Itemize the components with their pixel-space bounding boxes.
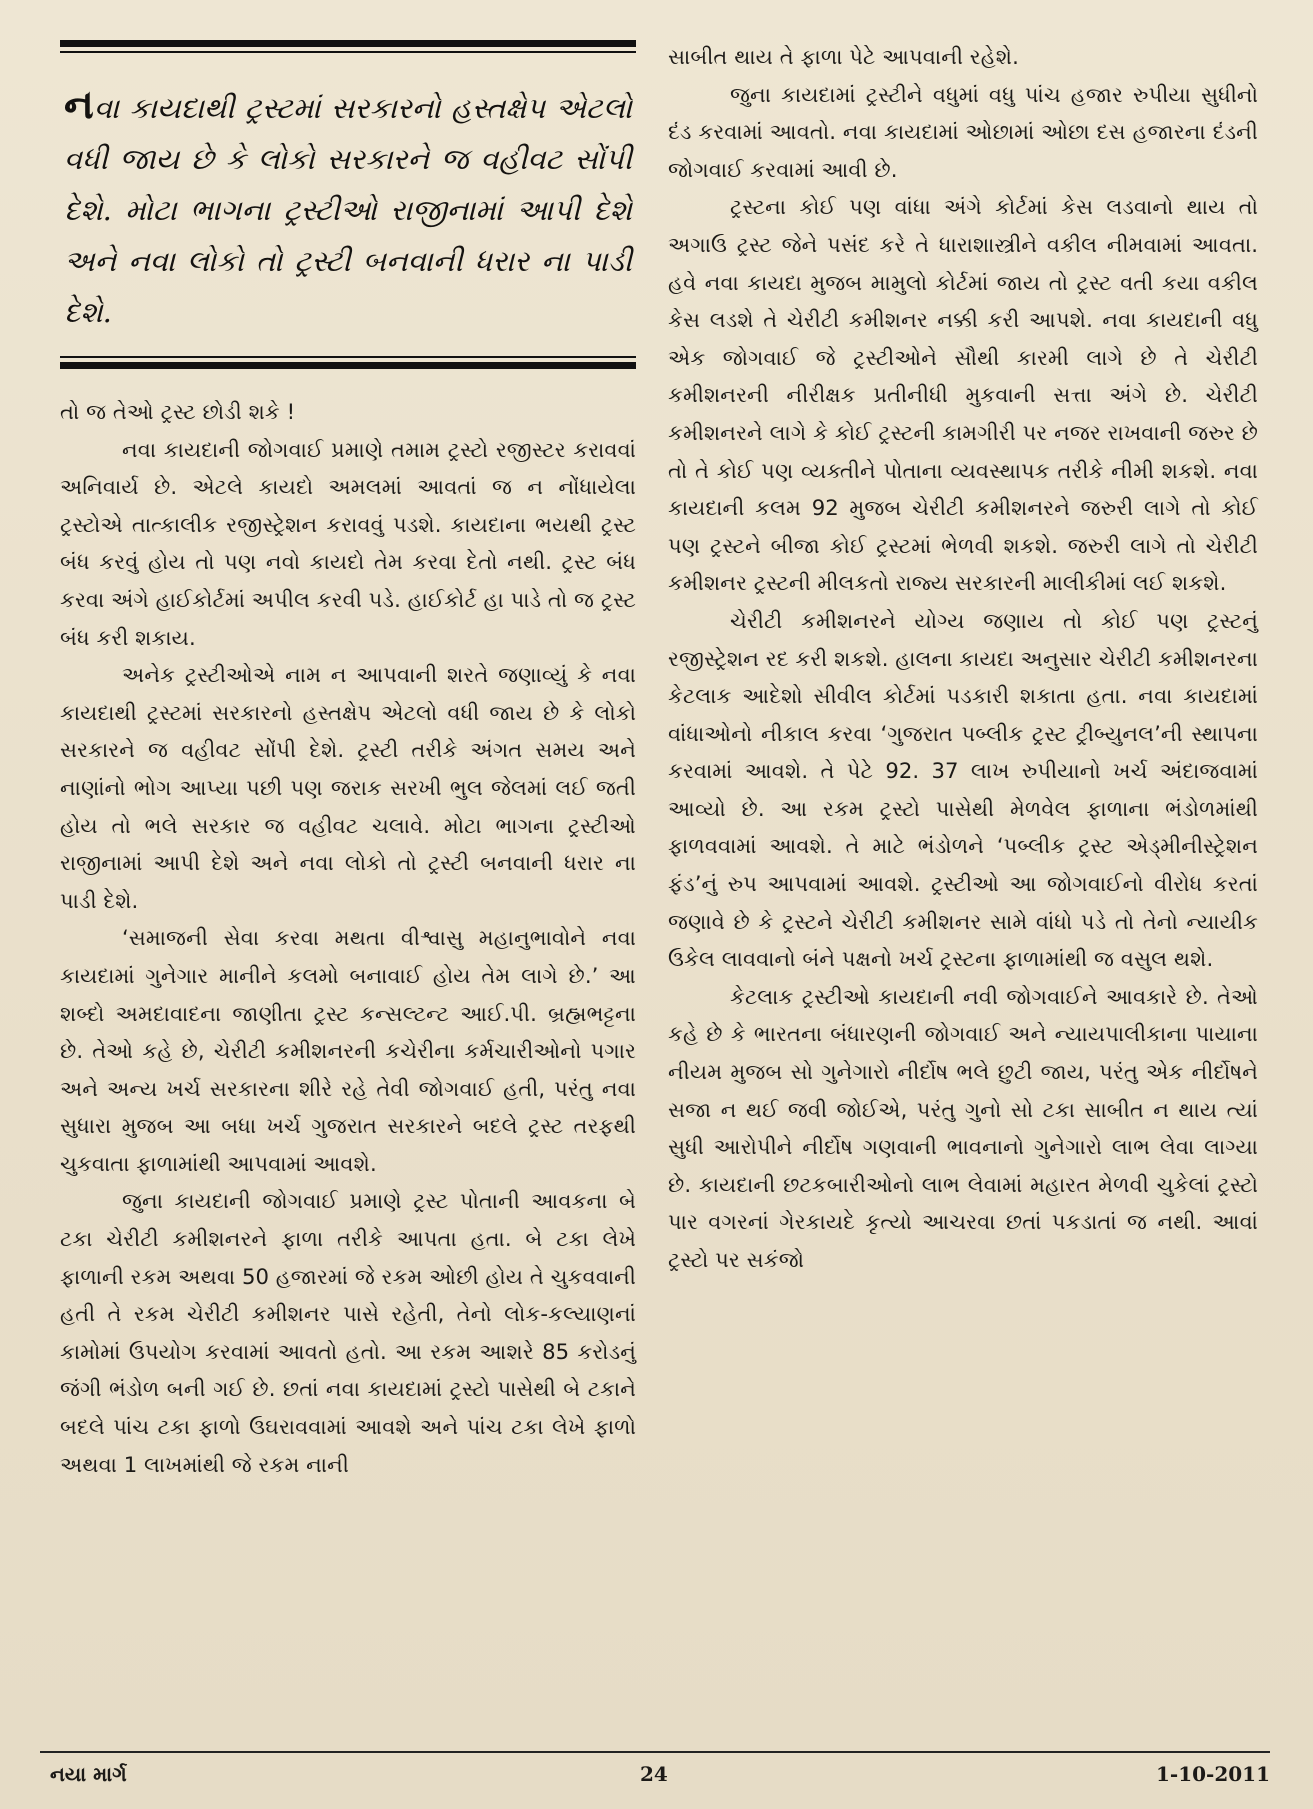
issue-date: 1-10-2011: [1155, 1762, 1270, 1786]
paragraph: જુના કાયદાની જોગવાઈ પ્રમાણે ટ્રસ્ટ પોતાની આવકના બે ટકા ચેરીટી કમીશનરને ફાળા તરીકે આપતા હતા. બે ટકા લેખે ફાળાની રકમ અથવા 50 હજારમાં જે રકમ ઓછી હોય તે ચુકવવાની હતી તે રકમ ચેરીટી કમીશનર પાસે રહેતી, તેનો લોક-કલ્યાણનાં કામોમાં ઉપયોગ કરવામાં આવતો હતો. આ રકમ આશરે 85 કરોડનું જંગી ભંડોળ બની ગઈ છે. છતાં નવા કાયદામાં ટ્રસ્ટો પાસેથી બે ટકાને બદલે પાંચ ટકા ફાળો ઉઘરાવવામાં આવશે અને પાંચ ટકા લેખે ફાળો અથવા 1 લાખમાંથી જે રકમ નાની: [60, 1188, 636, 1477]
paragraph: ટ્રસ્ટના કોઈ પણ વાંધા અંગે કોર્ટમાં કેસ લડવાનો થાય તો અગાઉ ટ્રસ્ટ જેને પસંદ કરે તે ધારાશાસ્ત્રીને વકીલ નીમવામાં આવતા. હવે નવા કાયદા મુજબ મામુલો કોર્ટમાં જાય તો ટ્રસ્ટ વતી કયા વકીલ કેસ લડશે તે ચેરીટી કમીશનર નક્કી કરી આપશે. નવા કાયદાની વધુ એક જોગવાઈ જે ટ્રસ્ટીઓને સૌથી કારમી લાગે છે તે ચેરીટી કમીશનરની નીરીક્ષક પ્રતીનીધી મુકવાની સત્તા અંગે છે. ચેરીટી કમીશનરને લાગે કે કોઈ ટ્રસ્ટની કામગીરી પર નજર રાખવાની જરુર છે તો તે કોઈ પણ વ્યક્તીને પોતાના વ્યવસ્થાપક તરીકે નીમી શકશે. નવા કાયદાની કલમ 92 મુજબ ચેરીટી કમીશનરને જરુરી લાગે તો કોઈ પણ ટ્રસ્ટને બીજા કોઈ ટ્રસ્ટમાં ભેળવી શકશે. જરુરી લાગે તો ચેરીટી કમીશનર ટ્રસ્ટની મીલકતો રાજ્ય સરકારની માલીકીમાં લઈ શકશે.: [668, 194, 1258, 596]
pullquote-drop-letter: ન: [64, 81, 94, 128]
pullquote-bottom-rule-thin: [60, 356, 636, 358]
paragraph: ‘સમાજની સેવા કરવા મથતા વીશ્વાસુ મહાનુભાવોને નવા કાયદામાં ગુનેગાર માનીને કલમો બનાવાઈ હોય તેમ લાગે છે.’ આ શબ્દો અમદાવાદના જાણીતા ટ્રસ્ટ કન્સલ્ટન્ટ આઈ.પી. બ્રહ્મભટ્ટના છે. તેઓ કહે છે, ચેરીટી કમીશનરની કચેરીના કર્મચારીઓનો પગાર અને અન્ય ખર્ચ સરકારના શીરે રહે તેવી જોગવાઈ હતી, પરંતુ નવા સુધારા મુજબ આ બધા ખર્ચ ગુજરાત સરકારને બદલે ટ્રસ્ટ તરફથી ચુકવાતા ફાળામાંથી આપવામાં આવશે.: [60, 925, 636, 1176]
page-footer: [40, 1762, 1270, 1794]
left-column-body: [60, 393, 636, 1483]
pullquote-top-rule: [60, 40, 636, 47]
pullquote-text: વા કાયદાથી ટ્રસ્ટમાં સરકારનો હસ્તક્ષેપ એટલો વધી જાય છે કે લોકો સરકારને જ વહીવટ સોંપી દેશે. મોટા ભાગના ટ્રસ્ટીઓ રાજીનામાં આપી દેશે અને નવા લોકો તો ટ્રસ્ટી બનવાની ધરાર ના પાડી દેશે.: [64, 91, 632, 329]
left-column: [60, 40, 636, 1483]
paragraph: સાબીત થાય તે ફાળા પેટે આપવાની રહેશે.: [668, 44, 1019, 69]
paragraph: તો જ તેઓ ટ્રસ્ટ છોડી શકે !: [60, 399, 296, 424]
paragraph: ચેરીટી કમીશનરને યોગ્ય જણાય તો કોઈ પણ ટ્રસ્ટનું રજીસ્ટ્રેશન રદ કરી શકશે. હાલના કાયદા અનુસાર ચેરીટી કમીશનરના કેટલાક આદેશો સીવીલ કોર્ટમાં પડકારી શકાતા હતા. નવા કાયદામાં વાંધાઓનો નીકાલ કરવા ‘ગુજરાત પબ્લીક ટ્રસ્ટ ટ્રીબ્યુનલ’ની સ્થાપના કરવામાં આવશે. તે પેટે 92. 37 લાખ રુપીયાનો ખર્ચ અંદાજવામાં આવ્યો છે. આ રકમ ટ્રસ્ટો પાસેથી મેળવેલ ફાળાના ભંડોળમાંથી ફાળવવામાં આવશે. તે માટે ભંડોળને ‘પબ્લીક ટ્રસ્ટ એડ્મીનીસ્ટ્રેશન ફંડ’નું રુપ આપવામાં આવશે. ટ્રસ્ટીઓ આ જોગવાઈનો વીરોધ કરતાં જણાવે છે કે ટ્રસ્ટને ચેરીટી કમીશનર સામે વાંધો પડે તો તેનો ન્યાયીક ઉકેલ લાવવાનો બંને પક્ષનો ખર્ચ ટ્રસ્ટના ફાળામાંથી જ વસુલ થશે.: [668, 607, 1258, 972]
pullquote-bottom-rule: [60, 362, 636, 369]
footer-rule: [40, 1751, 1270, 1753]
right-column: [668, 38, 1258, 1279]
pullquote: [60, 53, 636, 352]
paragraph: કેટલાક ટ્રસ્ટીઓ કાયદાની નવી જોગવાઈને આવકારે છે. તેઓ કહે છે કે ભારતના બંધારણની જોગવાઈ અને ન્યાયપાલીકાના પાયાના નીયમ મુજબ સો ગુનેગારો નીર્દોષ ભલે છુટી જાય, પરંતુ એક નીર્દોષને સજા ન થઈ જવી જોઈએ, પરંતુ ગુનો સો ટકા સાબીત ન થાય ત્યાં સુધી આરોપીને નીર્દોષ ગણવાની ભાવનાનો ગુનેગારો લાભ લેવા લાગ્યા છે. કાયદાની છટકબારીઓનો લાભ લેવામાં મહારત મેળવી ચુકેલાં ટ્રસ્ટો પાર વગરનાં ગેરકાયદે કૃત્યો આચરવા છતાં પકડાતાં જ નથી. આવાં ટ્રસ્ટો પર સકંજો: [668, 983, 1258, 1272]
paragraph: અનેક ટ્રસ્ટીઓએ નામ ન આપવાની શરતે જણાવ્યું કે નવા કાયદાથી ટ્રસ્ટમાં સરકારનો હસ્તક્ષેપ એટલો વધી જાય છે કે લોકો સરકારને જ વહીવટ સોંપી દેશે. ટ્રસ્ટી તરીકે અંગત સમય અને નાણાંનો ભોગ આપ્યા પછી પણ જરાક સરખી ભુલ જેલમાં લઈ જતી હોય તો ભલે સરકાર જ વહીવટ ચલાવે. મોટા ભાગના ટ્રસ્ટીઓ રાજીનામાં આપી દેશે અને નવા લોકો તો ટ્રસ્ટી બનવાની ધરાર ના પાડી દેશે.: [60, 662, 636, 913]
page-number: 24: [640, 1762, 668, 1786]
paragraph: નવા કાયદાની જોગવાઈ પ્રમાણે તમામ ટ્રસ્ટો રજીસ્ટર કરાવવાં અનિવાર્ય છે. એટલે કાયદો અમલમાં આવતાં જ ન નોંધાયેલા ટ્રસ્ટોએ તાત્કાલીક રજીસ્ટ્રેશન કરાવવું પડશે. કાયદાના ભયથી ટ્રસ્ટ બંધ કરવું હોય તો પણ નવો કાયદો તેમ કરવા દેતો નથી. ટ્રસ્ટ બંધ કરવા અંગે હાઈકોર્ટમાં અપીલ કરવી પડે. હાઈકોર્ટ હા પાડે તો જ ટ્રસ્ટ બંધ કરી શકાય.: [60, 436, 636, 650]
magazine-name: નયા માર્ગ: [50, 1762, 127, 1786]
paragraph: જુના કાયદામાં ટ્રસ્ટીને વધુમાં વધુ પાંચ હજાર રુપીયા સુધીનો દંડ કરવામાં આવતો. નવા કાયદામાં ઓછામાં ઓછા દસ હજારના દંડની જોગવાઈ કરવામાં આવી છે.: [668, 81, 1258, 182]
right-column-body: [668, 38, 1258, 1279]
